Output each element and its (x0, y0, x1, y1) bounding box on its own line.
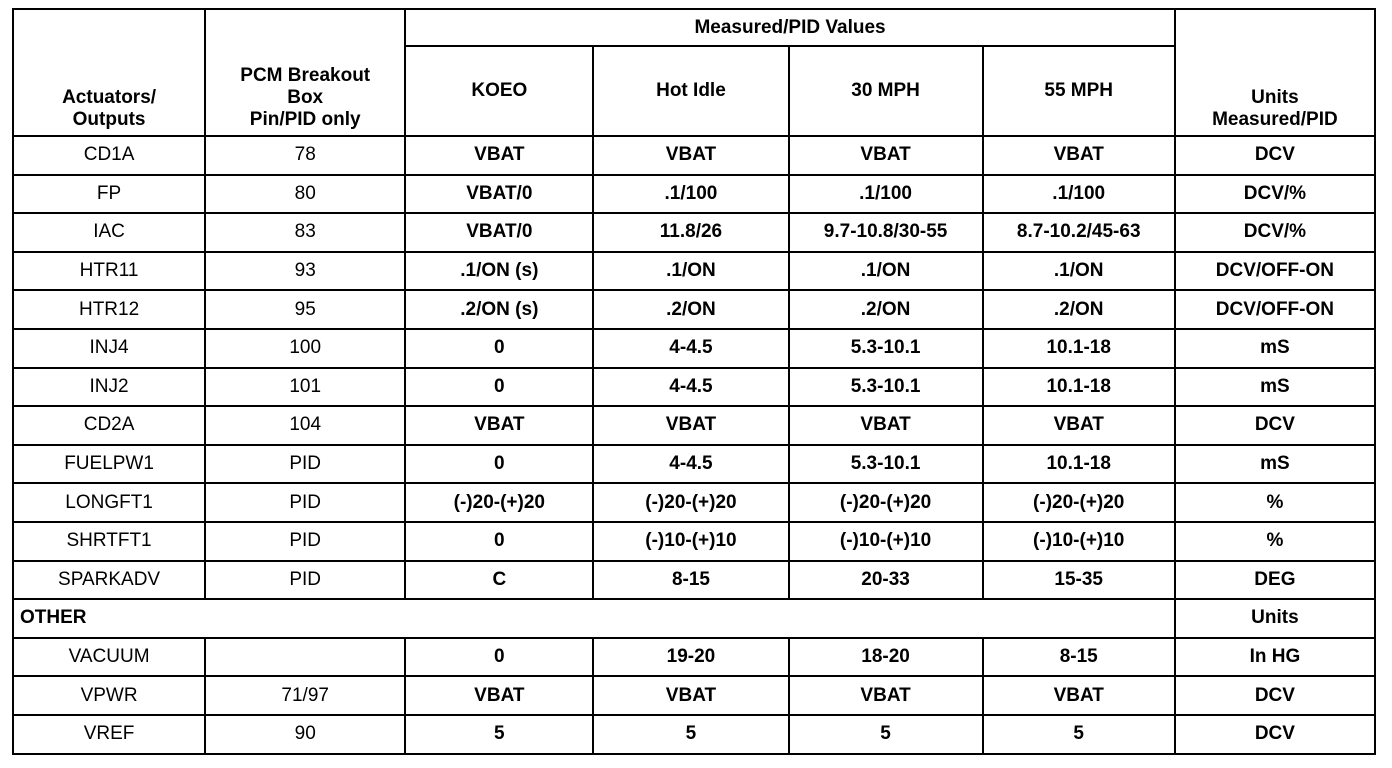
row-unit: DCV (1175, 676, 1375, 715)
row-value-30-mph: VBAT (789, 136, 983, 175)
row-value-30-mph: .1/ON (789, 252, 983, 291)
row-value-55-mph: 8.7-10.2/45-63 (983, 213, 1175, 252)
row-name: LONGFT1 (13, 483, 205, 522)
row-name: HTR11 (13, 252, 205, 291)
row-value-hot-idle: 19-20 (593, 638, 788, 677)
row-value-55-mph: .1/ON (983, 252, 1175, 291)
row-value-30-mph: .2/ON (789, 290, 983, 329)
table-row (13, 715, 1375, 754)
row-unit: DCV (1175, 136, 1375, 175)
row-unit: % (1175, 522, 1375, 561)
group-header-measured-pid-values: Measured/PID Values (405, 9, 1175, 46)
row-unit: DCV/% (1175, 175, 1375, 214)
table-row (13, 561, 1375, 600)
row-value-koeo: VBAT/0 (405, 175, 593, 214)
row-pin (205, 638, 405, 677)
row-value-hot-idle: 4-4.5 (593, 329, 788, 368)
row-value-55-mph: 15-35 (983, 561, 1175, 600)
row-name: CD1A (13, 136, 205, 175)
row-value-hot-idle: .2/ON (593, 290, 788, 329)
row-value-koeo: VBAT (405, 136, 593, 175)
row-value-hot-idle: VBAT (593, 406, 788, 445)
row-value-hot-idle: VBAT (593, 676, 788, 715)
col-header-koeo: KOEO (405, 46, 593, 136)
row-value-30-mph: 5.3-10.1 (789, 445, 983, 484)
row-value-hot-idle: 4-4.5 (593, 368, 788, 407)
row-value-30-mph: 9.7-10.8/30-55 (789, 213, 983, 252)
row-pin: 104 (205, 406, 405, 445)
row-value-55-mph: (-)20-(+)20 (983, 483, 1175, 522)
row-value-30-mph: VBAT (789, 406, 983, 445)
col-header-actuators: Actuators/ Outputs (13, 9, 205, 136)
row-value-hot-idle: (-)10-(+)10 (593, 522, 788, 561)
row-pin: 95 (205, 290, 405, 329)
col-header-hot-idle: Hot Idle (593, 46, 788, 136)
table-row (13, 136, 1375, 175)
row-unit: In HG (1175, 638, 1375, 677)
row-name: IAC (13, 213, 205, 252)
row-pin: PID (205, 445, 405, 484)
row-unit: DCV (1175, 406, 1375, 445)
row-value-30-mph: 20-33 (789, 561, 983, 600)
row-pin: 80 (205, 175, 405, 214)
row-pin: 101 (205, 368, 405, 407)
table-row (13, 676, 1375, 715)
row-value-koeo: VBAT/0 (405, 213, 593, 252)
row-name: VACUUM (13, 638, 205, 677)
table-row (13, 290, 1375, 329)
row-value-55-mph: VBAT (983, 676, 1175, 715)
row-value-55-mph: 10.1-18 (983, 368, 1175, 407)
row-unit: DCV (1175, 715, 1375, 754)
row-unit: mS (1175, 368, 1375, 407)
row-pin: 100 (205, 329, 405, 368)
row-value-hot-idle: .1/ON (593, 252, 788, 291)
row-value-55-mph: 8-15 (983, 638, 1175, 677)
row-value-koeo: 0 (405, 329, 593, 368)
row-value-koeo: (-)20-(+)20 (405, 483, 593, 522)
col-header-55-mph: 55 MPH (983, 46, 1175, 136)
row-value-hot-idle: 4-4.5 (593, 445, 788, 484)
table-row (13, 175, 1375, 214)
row-value-55-mph: .1/100 (983, 175, 1175, 214)
row-value-koeo: 0 (405, 638, 593, 677)
row-value-55-mph: (-)10-(+)10 (983, 522, 1175, 561)
row-value-koeo: 0 (405, 445, 593, 484)
row-name: HTR12 (13, 290, 205, 329)
table-row (13, 329, 1375, 368)
row-value-55-mph: VBAT (983, 406, 1175, 445)
col-header-30-mph: 30 MPH (789, 46, 983, 136)
row-unit: mS (1175, 445, 1375, 484)
row-unit: DCV/OFF-ON (1175, 290, 1375, 329)
row-value-koeo: VBAT (405, 406, 593, 445)
row-value-30-mph: .1/100 (789, 175, 983, 214)
row-value-hot-idle: (-)20-(+)20 (593, 483, 788, 522)
row-value-30-mph: 5.3-10.1 (789, 329, 983, 368)
table-row (13, 638, 1375, 677)
row-unit: % (1175, 483, 1375, 522)
section-units-label: Units (1175, 599, 1375, 638)
table-row (13, 445, 1375, 484)
row-unit: mS (1175, 329, 1375, 368)
table-row (13, 406, 1375, 445)
row-value-hot-idle: 5 (593, 715, 788, 754)
row-pin: 71/97 (205, 676, 405, 715)
row-value-30-mph: VBAT (789, 676, 983, 715)
row-name: FUELPW1 (13, 445, 205, 484)
row-value-55-mph: 5 (983, 715, 1175, 754)
row-pin: 90 (205, 715, 405, 754)
table-row (13, 213, 1375, 252)
row-unit: DEG (1175, 561, 1375, 600)
row-pin: PID (205, 561, 405, 600)
row-name: FP (13, 175, 205, 214)
row-value-koeo: 5 (405, 715, 593, 754)
row-value-30-mph: 18-20 (789, 638, 983, 677)
row-pin: PID (205, 483, 405, 522)
actuator-values-table (12, 8, 1376, 755)
row-value-55-mph: VBAT (983, 136, 1175, 175)
table-row (13, 483, 1375, 522)
row-unit: DCV/% (1175, 213, 1375, 252)
row-value-30-mph: 5.3-10.1 (789, 368, 983, 407)
row-unit: DCV/OFF-ON (1175, 252, 1375, 291)
other-rows (13, 638, 1375, 754)
row-name: INJ4 (13, 329, 205, 368)
row-pin: 93 (205, 252, 405, 291)
row-value-koeo: 0 (405, 522, 593, 561)
row-value-koeo: 0 (405, 368, 593, 407)
row-name: INJ2 (13, 368, 205, 407)
row-pin: 78 (205, 136, 405, 175)
row-value-30-mph: 5 (789, 715, 983, 754)
row-pin: PID (205, 522, 405, 561)
row-name: CD2A (13, 406, 205, 445)
section-label-other: OTHER (13, 599, 1175, 638)
row-value-hot-idle: 11.8/26 (593, 213, 788, 252)
row-value-hot-idle: VBAT (593, 136, 788, 175)
row-value-koeo: .2/ON (s) (405, 290, 593, 329)
table-row (13, 252, 1375, 291)
row-name: SHRTFT1 (13, 522, 205, 561)
table-row (13, 522, 1375, 561)
row-value-hot-idle: 8-15 (593, 561, 788, 600)
row-name: VREF (13, 715, 205, 754)
col-header-units: Units Measured/PID (1175, 9, 1375, 136)
col-header-pcm-pin: PCM Breakout Box Pin/PID only (205, 9, 405, 136)
row-value-55-mph: .2/ON (983, 290, 1175, 329)
row-pin: 83 (205, 213, 405, 252)
row-value-koeo: C (405, 561, 593, 600)
row-value-30-mph: (-)20-(+)20 (789, 483, 983, 522)
other-section (13, 599, 1375, 638)
row-value-55-mph: 10.1-18 (983, 329, 1175, 368)
table-row (13, 368, 1375, 407)
row-name: SPARKADV (13, 561, 205, 600)
row-value-hot-idle: .1/100 (593, 175, 788, 214)
actuator-rows (13, 136, 1375, 599)
row-value-55-mph: 10.1-18 (983, 445, 1175, 484)
row-name: VPWR (13, 676, 205, 715)
row-value-koeo: .1/ON (s) (405, 252, 593, 291)
row-value-koeo: VBAT (405, 676, 593, 715)
row-value-30-mph: (-)10-(+)10 (789, 522, 983, 561)
